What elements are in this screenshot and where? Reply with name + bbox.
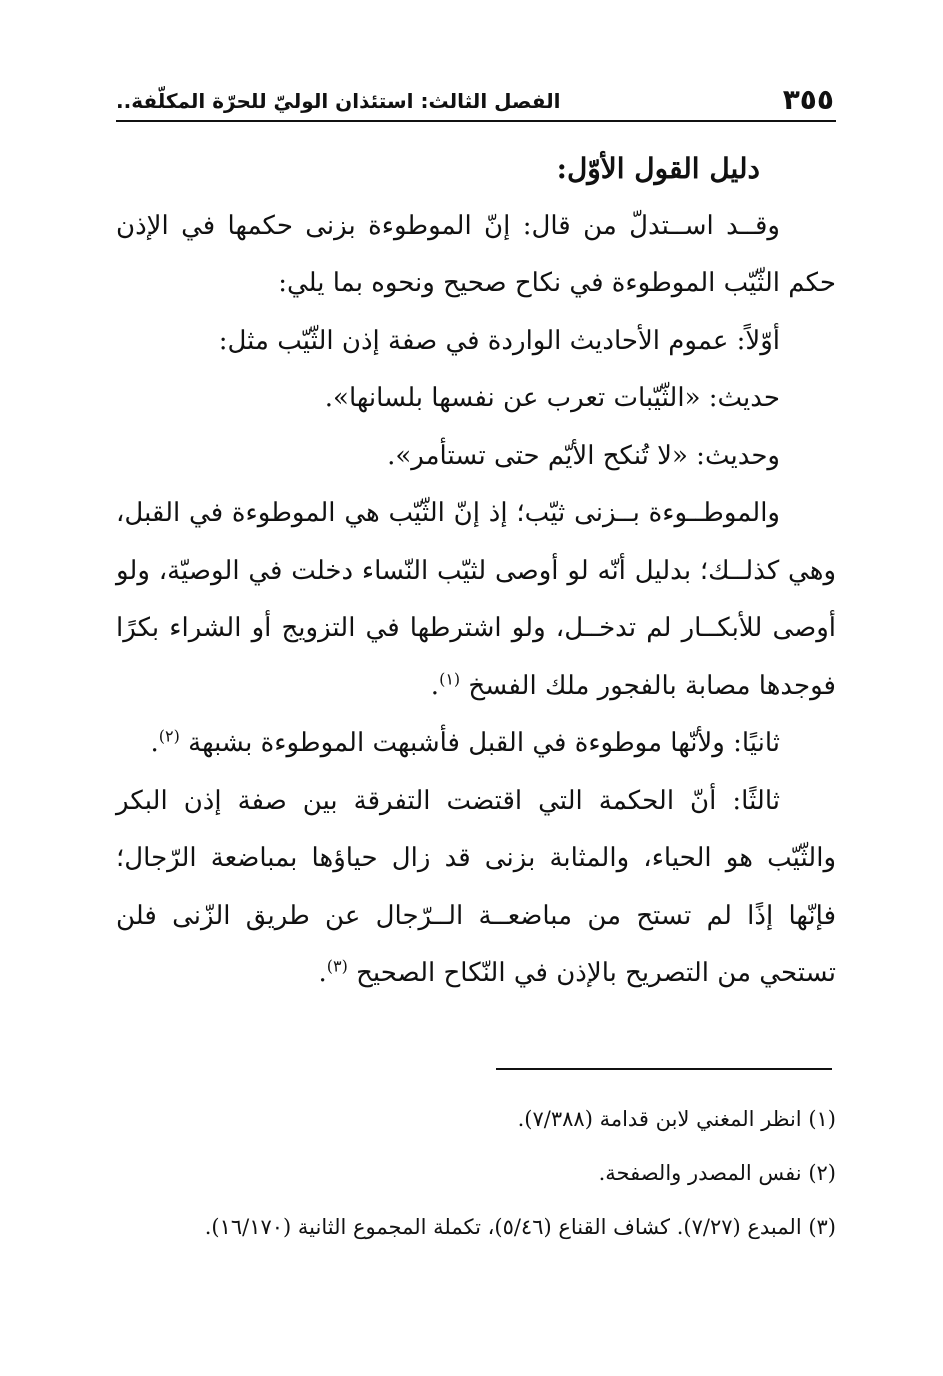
paragraph-hadith-1: حديث: «الثّيّبات تعرب عن نفسها بلسانها». xyxy=(324,383,780,413)
footnotes xyxy=(116,1092,836,1254)
main-text xyxy=(116,140,836,1003)
paragraph-thayyib-text: والموطــوءة بــزنى ثيّب؛ إذ إنّ الثّيّب هي الموطوءة في القبل، وهي كذلــك؛ بدليل أنّه لو أوصى لثيّب النّساء دخلت في الوصيّة، ولو أوصى للأبكــار لم تدخــل، ولو اشترطها في التزويج أو الشراء بكرًا فوجدها مصابة بالفجور ملك الفسخ xyxy=(116,498,836,701)
paragraph-thayyib xyxy=(116,485,836,715)
paragraph-second-proof-text: ثانيًا: ولأنّها موطوءة في القبل فأشبهت الموطوءة بشبهة xyxy=(188,728,780,758)
footnote-1: (١) انظر المغني لابن قدامة (٧/٣٨٨). xyxy=(517,1107,836,1131)
paragraph-third-proof-text: ثالثًا: أنّ الحكمة التي اقتضت التفرقة بين صفة إذن البكر والثّيّب هو الحياء، والمثابة بزنى قد زال حياؤها بمباضعة الرّجال؛ فإنّها إذًا لم تستح من مباضعــة الــرّجال عن طريق الزّنى فلن تستحي من التصريح بالإذن في النّكاح الصحيح xyxy=(116,785,836,988)
running-title: الفصل الثالث: استئذان الوليّ للحرّة المكلّفة.. xyxy=(116,89,561,113)
page-number: ٣٥٥ xyxy=(782,83,834,116)
footnote-separator xyxy=(496,1068,832,1070)
footnote-ref-3[interactable]: (٣) xyxy=(326,956,348,976)
paragraph-second-proof-end: . xyxy=(150,728,159,758)
paragraph-intro: وقــد اســتدلّ من قال: إنّ الموطوءة بزنى حكمها في الإذن حكم الثّيّب الموطوءة في نكاح صحيح ونحوه بما يلي: xyxy=(116,210,836,298)
footnote-3: (٣) المبدع (٧/٢٧). كشاف القناع (٥/٤٦)، تكملة المجموع الثانية (١٦/١٧٠). xyxy=(204,1215,836,1239)
paragraph-third-proof-end: . xyxy=(318,958,327,988)
paragraph-hadith-2: وحديث: «لا تُنكح الأيّم حتى تستأمر». xyxy=(387,440,780,471)
footnote-2: (٢) نفس المصدر والصفحة. xyxy=(598,1161,836,1185)
paragraph-second-proof xyxy=(116,715,836,773)
paragraph-first-proof: أوّلاً: عموم الأحاديث الواردة في صفة إذن الثّيّب مثل: xyxy=(218,325,780,356)
header-rule xyxy=(116,120,836,122)
section-heading: دليل القول الأوّل: xyxy=(556,152,760,185)
page-header xyxy=(116,82,836,118)
paragraph-thayyib-end: . xyxy=(430,670,440,701)
footnote-ref-1[interactable]: (١) xyxy=(439,668,461,688)
footnote-ref-2[interactable]: (٢) xyxy=(158,726,180,746)
paragraph-third-proof xyxy=(116,773,836,1003)
